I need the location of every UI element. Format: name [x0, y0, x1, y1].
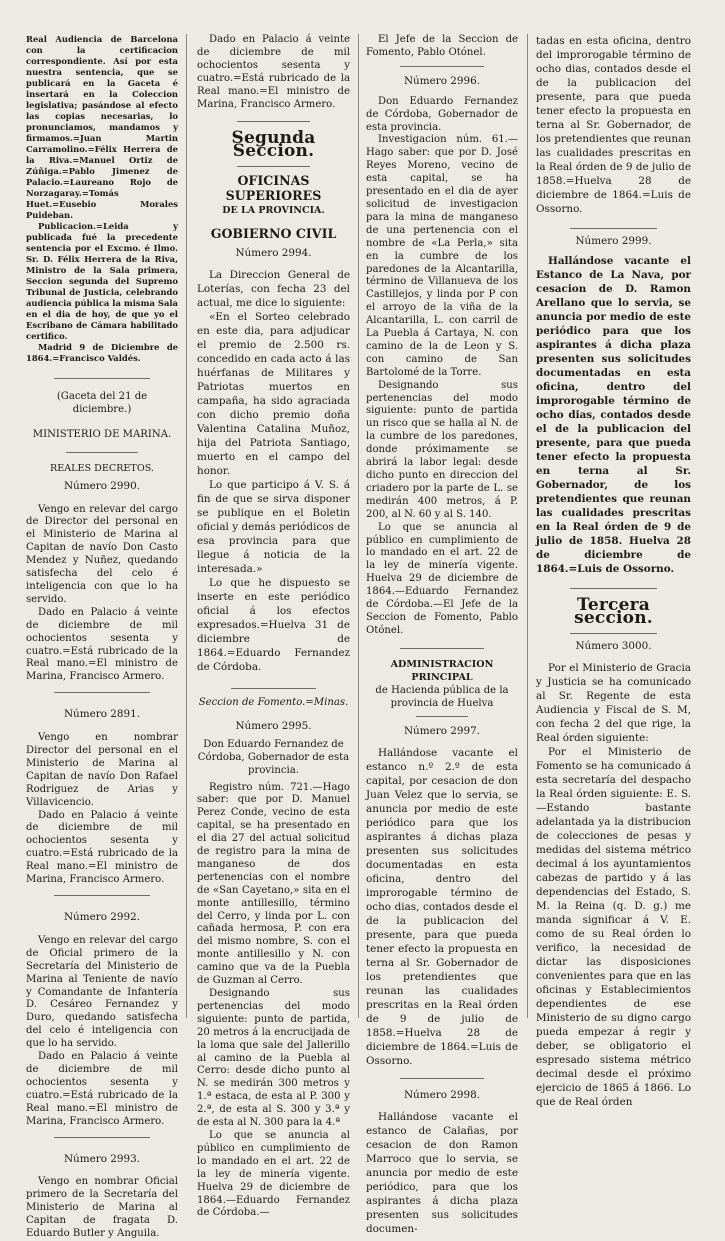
divider [400, 648, 484, 649]
publication-text: Publicacion.=Leida y publicada fué la precedente sentencia por el Excmo. é Ilmo. Sr. D. Félix Herrera de la Riva, Ministro de la Sala primera, Seccion segunda del Supremo Tribunal de Justicia, celebrando audiencia pública la misma Sala en el dia de hoy, de que yo el Escribano de Cámara habilitado certifico. [26, 221, 178, 341]
item-number: Número 2891. [63, 708, 141, 721]
item-number: Número 2992. [63, 911, 141, 923]
ministry-heading: MINISTERIO DE MARINA. [32, 428, 172, 440]
decree-signature: Dado en Palacio á veinte de diciembre de mil ochocientos sesenta y cuatro.=Está rubricado de la Real mano.=El ministro de Marina, Francisco Armero. [26, 1051, 178, 1127]
column-rule [527, 34, 528, 1018]
item-number: Número 2997. [403, 725, 481, 738]
divider [54, 895, 150, 896]
subsection-heading: Seccion de Fomento.=Minas. [198, 696, 349, 708]
administration-subheading: de Hacienda pública de la provincia de Huelva [375, 684, 509, 709]
notice-text: La Direccion General de Loterías, con fecha 23 del actual, me dice lo siguiente: [197, 268, 350, 309]
column-4 [536, 34, 691, 1108]
divider [231, 688, 316, 689]
divider [54, 1137, 150, 1138]
divider [54, 692, 150, 693]
notice-text: tadas en esta oficina, dentro del improrogable término de ocho dias, contados desde el de la publicacion del presente, para que pueda tener efecto la propuesta en terna al Sr. Gobernador, de los pretendientes que reunan las cualidades prescritas en la Real órden de 9 de julio de 1858.=Huelva 28 de diciembre de 1864.=Luis de Ossorno. [536, 35, 691, 215]
item-number: Número 2995. [235, 719, 312, 732]
notice-text: «En el Sorteo celebrado en este dia, para adjudicar el premio de 2.500 rs. concedido en cada acto á las huérfanas de Militares y Patriotas muertos en campaña, ha sido agraciada con dicho premio doña Valentina Catalina Muñoz, hija del Patriota Santiago, muerto en el campo del honor. [197, 310, 350, 477]
notice-signature: El Jefe de la Seccion de Fomento, Pablo Otónel. [366, 34, 518, 58]
divider [400, 66, 484, 67]
section-heading: Tercera seccion. [574, 594, 653, 628]
divider [237, 166, 310, 167]
decree-text: Vengo en relevar del cargo de Oficial primero de la Secretaría del Ministerio de Marina al Teniente de navío y Comandante de Infantería D. Cesáreo Fernandez y Duro, quedando satisfecha del celo é inteligencia con que lo ha servido. [26, 934, 178, 1050]
item-number: Número 2994. [235, 247, 312, 260]
divider [570, 633, 657, 634]
notice-text: Lo que participo á V. S. á fin de que se sirva disponer se publique en el Boletin oficial y demás periódicos de esa provincia para que llegue á noticia de la interesada.» [197, 478, 350, 575]
item-number: Número 2999. [575, 235, 652, 247]
decree-text: Vengo en relevar del cargo de Director del personal en el Ministerio de Marina al Capitan de navío Don Casto Mendez y Nuñez, quedando satisfecha del celo é inteligencia con que lo ha servido. [26, 503, 178, 605]
item-number: Número 2990. [63, 479, 141, 492]
notice-text: Hallándose vacante el Estanco de La Nava, por cesacion de D. Ramon Arellano que lo servia, se anuncia por medio de este periódico para que los aspirantes á dicha plaza presenten sus solicitudes documentadas en esta oficina, dentro del improrogable término de ocho dias, contados desde el de la publicacion del presente, para que pueda tener efecto la propuesta en terna al Sr. Gobernador, de los pretendientes que reunan las cualidades prescritas en la Real órden de 9 de julio de 1858. Huelva 28 de diciembre de 1864.=Luis de Ossorno. [536, 254, 691, 575]
notice-text: Registro núm. 721.—Hago saber: que por D. Manuel Perez Conde, vecino de esta capital, se ha presentado en el dia 27 del actual solicitud de registro para la mina de manganeso de dos pertenencias con el nombre de «San Cayetano,» sita en el monte antillesillo, término del Cerro, y linda por L. con cañada hermosa, P. con era del mismo nombre, S. con el monte antillesillo y N. con camino que va de la Puebla de Guzman al Cerro. [197, 781, 350, 987]
sentence-text: Real Audiencia de Barcelona con la certificacion correspondiente. Así por esta nuestra sentencia, que se publicará en la Gaceta é insertará en la Coleccion legislativa; pasándose al efecto las copias necesarias, lo pronunciamos, mandamos y firmamos.=Juan Martin Carramolino.=Félix Herrera de la Riva.=Manuel Ortiz de Zúñiga.=Pablo Jimenez de Palacio.=Laureano Rojo de Norzagaray.=Tomás Huet.=Eusebio Morales Puideban. [26, 34, 178, 220]
column-rule [358, 34, 359, 1018]
notice-text: Designando sus pertenencias del modo siguiente: punto de partida un risco que se halla al N. de la cumbre de los paredones, donde próximamente se abrirá la labor legal: desde dicho punto en direccion del criadero por la parte de L. se medirán 400 metros, á P. 200, al N. 60 y al S. 140. [366, 379, 518, 520]
item-number: Número 3000. [575, 639, 652, 652]
civil-government-heading: GOBIERNO CIVIL [210, 226, 337, 242]
offices-heading: OFICINAS SUPERIORES [225, 173, 322, 204]
administration-heading: ADMINISTRACION PRINCIPAL [390, 658, 494, 683]
governor-line: Don Eduardo Fernandez de Córdoba, Gobernador de esta provincia. [197, 738, 350, 776]
divider [66, 452, 138, 453]
column-rule [186, 34, 187, 1018]
notice-signature: Lo que he dispuesto se inserte en este periódico oficial á los efectos expresados.=Huelva 31 de diciembre de 1864.=Eduardo Fernandez de Córdoba. [197, 576, 350, 673]
decree-signature: Dado en Palacio á veinte de diciembre de mil ochocientos sesenta y cuatro.=Está rubricado de la Real mano.=El ministro de Marina, Francisco Armero. [26, 809, 178, 886]
item-number: Número 2996. [403, 74, 481, 87]
notice-text: Por el Ministerio de Gracia y Justicia se ha comunicado al Sr. Regente de esta Audiencia y Fiscal de S. M, con fecha 2 del que rige, la Real órden siguiente: [536, 661, 691, 744]
decree-text: Vengo en nombrar Oficial primero de la Secretaría del Ministerio de Marina al Capitan de fragata D. Eduardo Butler y Anguila. [26, 1176, 178, 1240]
signature-text: Madrid 9 de Diciembre de 1864.=Francisco Valdés. [26, 342, 178, 363]
gaceta-reference: (Gaceta del 21 de diciembre.) [56, 391, 148, 415]
notice-text: Investigacion núm. 61.—Hago saber: que por D. José Reyes Moreno, vecino de esta capital, se ha presentado en el dia de ayer solicitud de investigacion para la mina de manganeso de una pertenencia con el nombre de «La Perla,» sita en la cumbre de los paredones de la Alcantarilla, término de Villanueva de los Castillejos, y linda por P con el arroyo de la viña de la Alcantarilla, L. con carril de La Puebla á Cartaya, N. con camino de la de Leon y S. con camino de San Bartolomé de la Torre. [366, 134, 518, 378]
column-2 [197, 34, 350, 1219]
decree-signature: Dado en Palacio á veinte de diciembre de mil ochocientos sesenta y cuatro.=Está rubricado de la Real mano.=El ministro de Marina, Francisco Armero. [26, 606, 178, 683]
decrees-heading: REALES DECRETOS. [50, 462, 154, 474]
notice-text: Lo que se anuncia al público en cumplimiento de lo mandado en el art. 22 de la ley de minería vigente. Huelva 29 de diciembre de 1864.—Eduardo Fernandez de Córdoba.— [197, 1129, 350, 1219]
column-3 [366, 34, 518, 1236]
divider [416, 716, 468, 717]
notice-text: Hallándose vacante el estanco de Calañas, por cesacion de don Ramon Marroco que lo servia, se anuncia por medio de este periódico, para que los aspirantes á dicha plaza presenten sus solicitudes documen- [366, 1111, 518, 1236]
divider [570, 228, 657, 229]
notice-text: Por el Ministerio de Fomento se ha comunicado á esta secretaría del despacho la Real órden siguiente: E. S.—Estando bastante adelantada ya la distribucion de colecciones de pesas y medidas del sistema métrico decimal á los ayuntamientos cabezas de partido y á las dependencias del Estado, S. M. la Reina (q. D. g.) me manda significar á V. E. como de su Real órden lo verifico, la necesidad de dictar las disposiciones convenientes para que en las oficinas y Establecimientos dependientes de ese Ministerio de su digno cargo pueda empezar á regir y deber, se obligatorio el espresado sistema métrico decimal desde el próximo ejercicio de 1865 á 1866. Lo que de Real órden [536, 745, 691, 1108]
decree-text: Vengo en nombrar Director del personal en el Ministerio de Marina al Capitan de navío Don Rafael Rodriguez de Arias y Villavicencio. [26, 732, 178, 808]
notice-text: Designando sus pertenencias del modo siguiente: punto de partida, 20 metros á la encrucijada de la loma que sale del Jallerillo al camino de la Puebla al Cerro: desde dicho punto al N. se medirán 300 metros y 1.ª estaca, de esta al P. 300 y 2.ª, de esta al S. 300 y 3.ª y de esta al N. 300 para la 4.ª [197, 988, 350, 1129]
decree-signature: Dado en Palacio á veinte de diciembre de mil ochocientos sesenta y cuatro.=Está rubricado de la Real mano.=El ministro de Marina, Francisco Armero. [197, 34, 350, 110]
divider [570, 588, 657, 589]
section-heading: Segunda Seccion. [231, 128, 316, 162]
notice-text: Hallándose vacante el estanco n.º 2.º de esta capital, por cesacion de don Juan Velez que lo servia, se anuncia por medio de este periódico para que los aspirantes á dichas plaza presenten sus solicitudes documentadas en esta oficina, dentro del improrogable término de ocho dias, contados desde el de la publicacion del presente, para que pueda tener efecto la propuesta en terna al Sr. Gobernador de los pretendientes que reunan las cualidades prescritas en la Real órden de 9 de julio de 1858.=Huelva 28 de diciembre de 1864.=Luis de Ossorno. [366, 747, 518, 1068]
divider [400, 1078, 484, 1079]
item-number: Número 2993. [63, 1152, 141, 1165]
notice-text: Lo que se anuncia al público en cumplimiento de lo mandado en el art. 22 de la ley de minería vigente. Huelva 29 de diciembre de 1864.—Eduardo Fernandez de Córdoba.—El Jefe de la Seccion de Fomento, Pablo Otónel. [366, 521, 518, 636]
item-number: Número 2998. [403, 1089, 481, 1102]
divider [237, 121, 310, 122]
province-heading: DE LA PROVINCIA. [222, 205, 325, 217]
column-1 [26, 34, 178, 1240]
divider [54, 378, 150, 379]
governor-line: Don Eduardo Fernandez de Córdoba, Gobernador de esta provincia. [366, 95, 518, 133]
